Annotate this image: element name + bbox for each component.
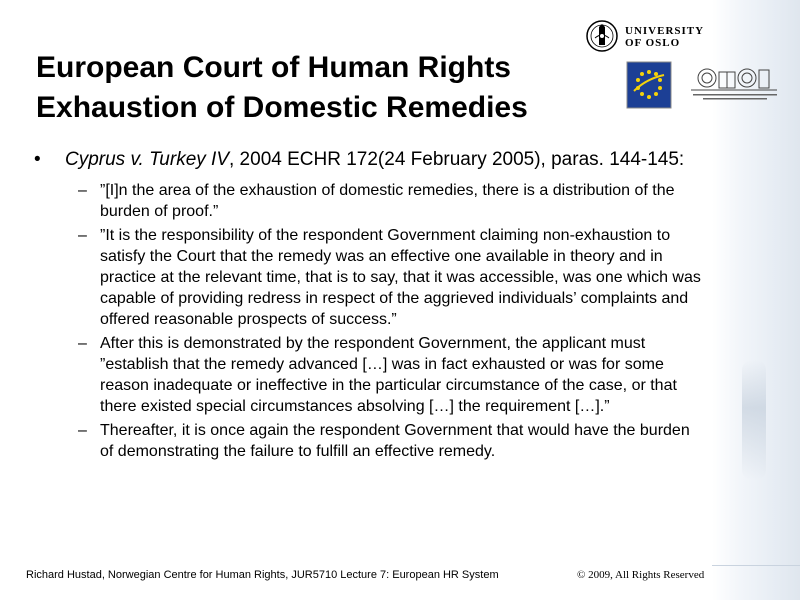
- main-bullet: [34, 148, 704, 171]
- footer-divider: [712, 565, 800, 566]
- footer-copyright: © 2009, All Rights Reserved: [577, 569, 705, 581]
- dash-marker: –: [78, 335, 87, 352]
- list-item-text: ”It is the responsibility of the respondent Government claiming non-exhaustion to satisfy the Court that the remedy was an effective one available in theory and in practice at the relevant time, that is to say, that it was accessible, was one which was capable of providing redress in respect of the aggrieved individuals’ complaints and offered reasonable prospects of success.”: [100, 227, 701, 328]
- dash-marker: –: [78, 182, 87, 199]
- title-line-2: Exhaustion of Domestic Remedies: [36, 91, 528, 124]
- title-line-1: European Court of Human Rights: [36, 51, 511, 84]
- dash-marker: –: [78, 422, 87, 439]
- court-building-logo-icon: [685, 64, 783, 104]
- footer-credits: Richard Hustad, Norwegian Centre for Human Rights, JUR5710 Lecture 7: European HR System: [26, 569, 499, 581]
- list-item: [78, 225, 704, 330]
- list-item-text: Thereafter, it is once again the respondent Government that would have the burden of demonstrating the failure to fulfill an effective remedy.: [100, 422, 690, 460]
- slide-title: [36, 48, 636, 128]
- uio-name-line1: UNIVERSITY: [625, 25, 705, 37]
- faint-figure-watermark: [742, 360, 766, 480]
- list-item: [78, 180, 704, 222]
- case-citation: , 2004 ECHR 172(24 February 2005), paras. 144-145:: [229, 149, 685, 170]
- list-item-text: After this is demonstrated by the respondent Government, the applicant must ”establish that the remedy advanced […] was in fact exhausted or was for some reason inadequate or ineffective in the particular circumstance of the case, or that there existed special circumstances absolving […] the requirement […].”: [100, 335, 677, 415]
- list-item: [78, 420, 704, 462]
- list-item: [78, 333, 704, 417]
- uio-name-line2: OF OSLO: [625, 37, 681, 49]
- list-item-text: ”[I]n the area of the exhaustion of domestic remedies, there is a distribution of the burden of proof.”: [100, 182, 675, 220]
- bullet-dot: •: [34, 149, 41, 170]
- dash-marker: –: [78, 227, 87, 244]
- sub-bullet-list: [34, 180, 704, 462]
- case-name: Cyprus v. Turkey IV: [65, 149, 229, 170]
- slide-body: [34, 148, 704, 465]
